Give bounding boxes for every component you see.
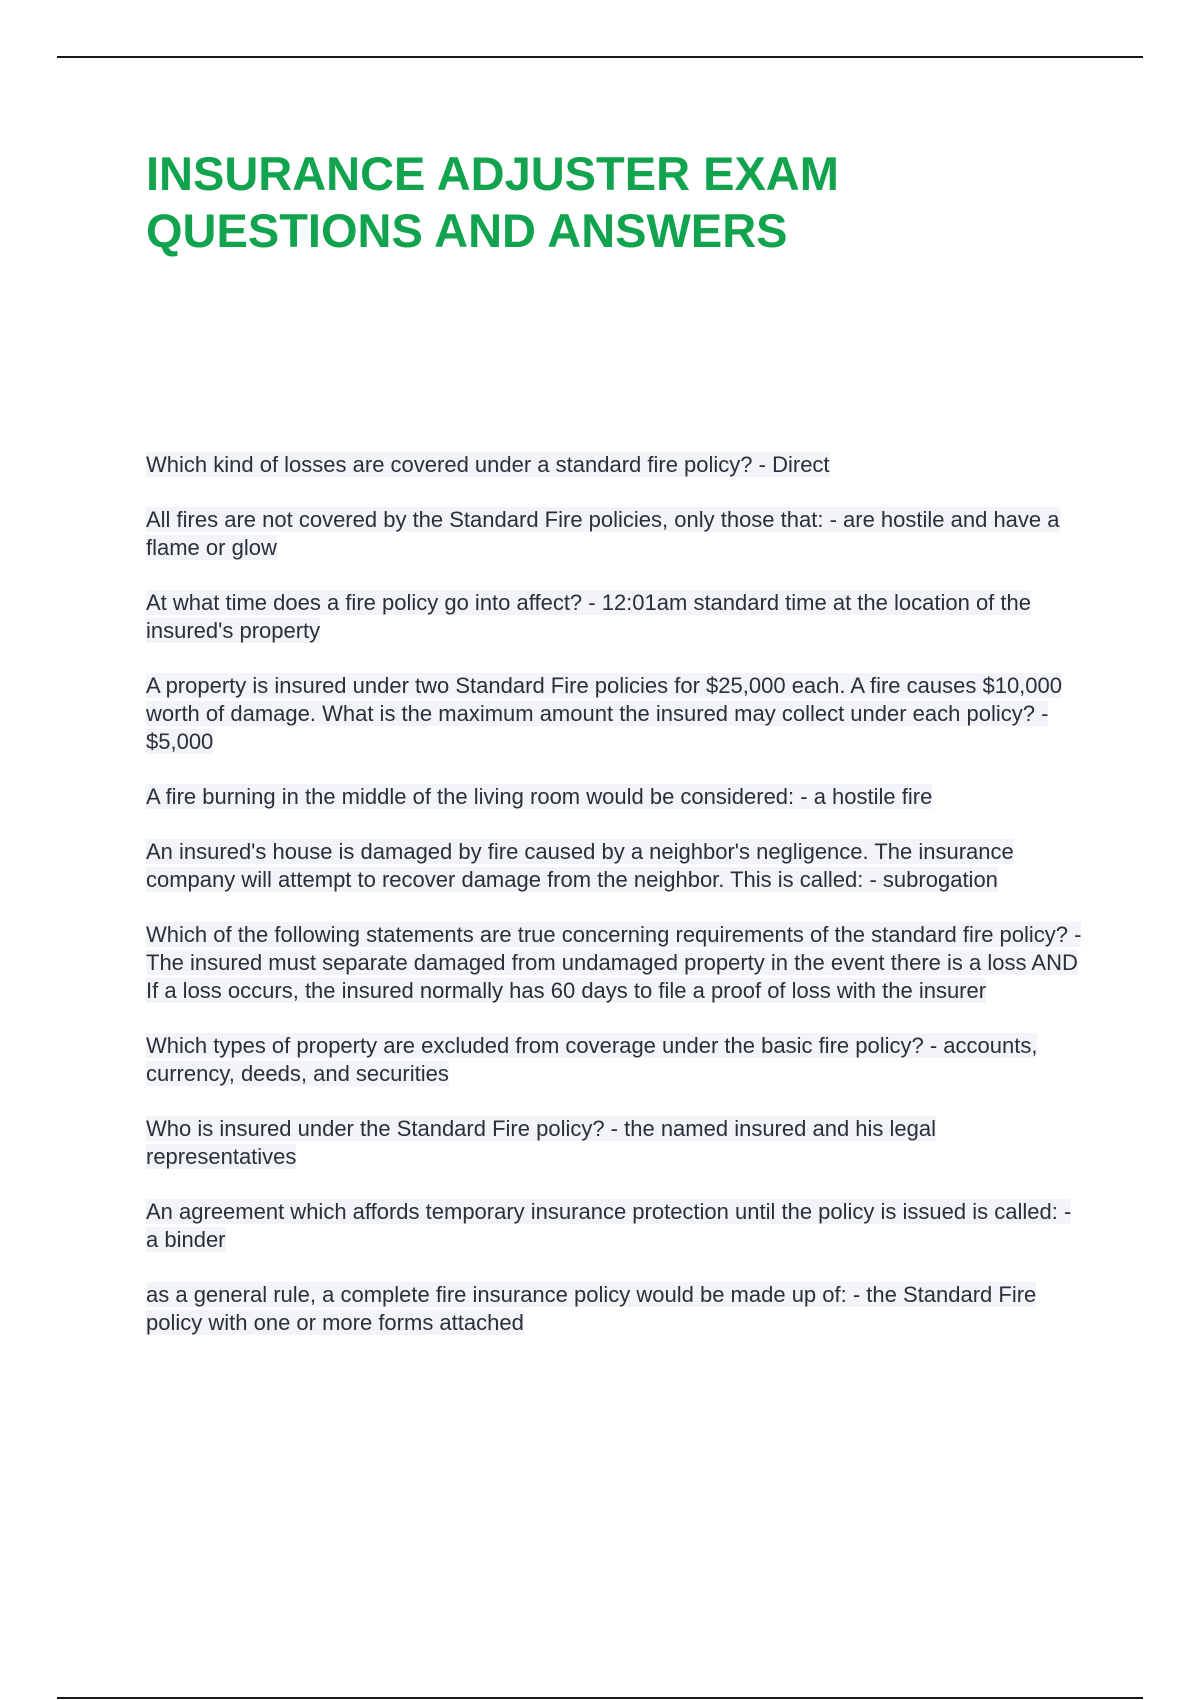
qa-text: An agreement which affords temporary insurance protection until the policy is issued is called: - a binder	[146, 1199, 1072, 1252]
qa-text: All fires are not covered by the Standard Fire policies, only those that: - are hostile and have a flame or glow	[146, 507, 1060, 560]
qa-item	[146, 589, 1086, 645]
document-title	[146, 145, 839, 259]
qa-item	[146, 506, 1086, 562]
qa-item	[146, 451, 1086, 479]
qa-text: At what time does a fire policy go into affect? - 12:01am standard time at the location of the insured's property	[146, 590, 1031, 643]
top-rule	[57, 56, 1143, 58]
qa-item	[146, 1032, 1086, 1088]
bottom-rule	[57, 1697, 1143, 1699]
qa-item	[146, 921, 1086, 1005]
qa-item	[146, 838, 1086, 894]
qa-text: Which of the following statements are true concerning requirements of the standard fire policy? - The insured must separate damaged from undamaged property in the event there is a loss AND If a loss occurs, the insured normally has 60 days to file a proof of loss with the insurer	[146, 922, 1082, 1003]
qa-list	[146, 451, 1086, 1364]
qa-item	[146, 1198, 1086, 1254]
title-line-1: INSURANCE ADJUSTER EXAM	[146, 147, 839, 200]
qa-item	[146, 1115, 1086, 1171]
qa-text: Which types of property are excluded from coverage under the basic fire policy? - accounts, currency, deeds, and securities	[146, 1033, 1038, 1086]
qa-item	[146, 783, 1086, 811]
title-line-2: QUESTIONS AND ANSWERS	[146, 204, 788, 257]
qa-text: An insured's house is damaged by fire caused by a neighbor's negligence. The insurance company will attempt to recover damage from the neighbor. This is called: - subrogation	[146, 839, 1014, 892]
qa-text: Who is insured under the Standard Fire policy? - the named insured and his legal representatives	[146, 1116, 937, 1169]
qa-item	[146, 1281, 1086, 1337]
qa-item	[146, 672, 1086, 756]
qa-text: A fire burning in the middle of the living room would be considered: - a hostile fire	[146, 784, 933, 809]
qa-text: A property is insured under two Standard Fire policies for $25,000 each. A fire causes $10,000 worth of damage. What is the maximum amount the insured may collect under each policy? - $5,000	[146, 673, 1062, 754]
qa-text: Which kind of losses are covered under a standard fire policy? - Direct	[146, 452, 830, 477]
qa-text: as a general rule, a complete fire insurance policy would be made up of: - the Standard Fire policy with one or more forms attached	[146, 1282, 1037, 1335]
